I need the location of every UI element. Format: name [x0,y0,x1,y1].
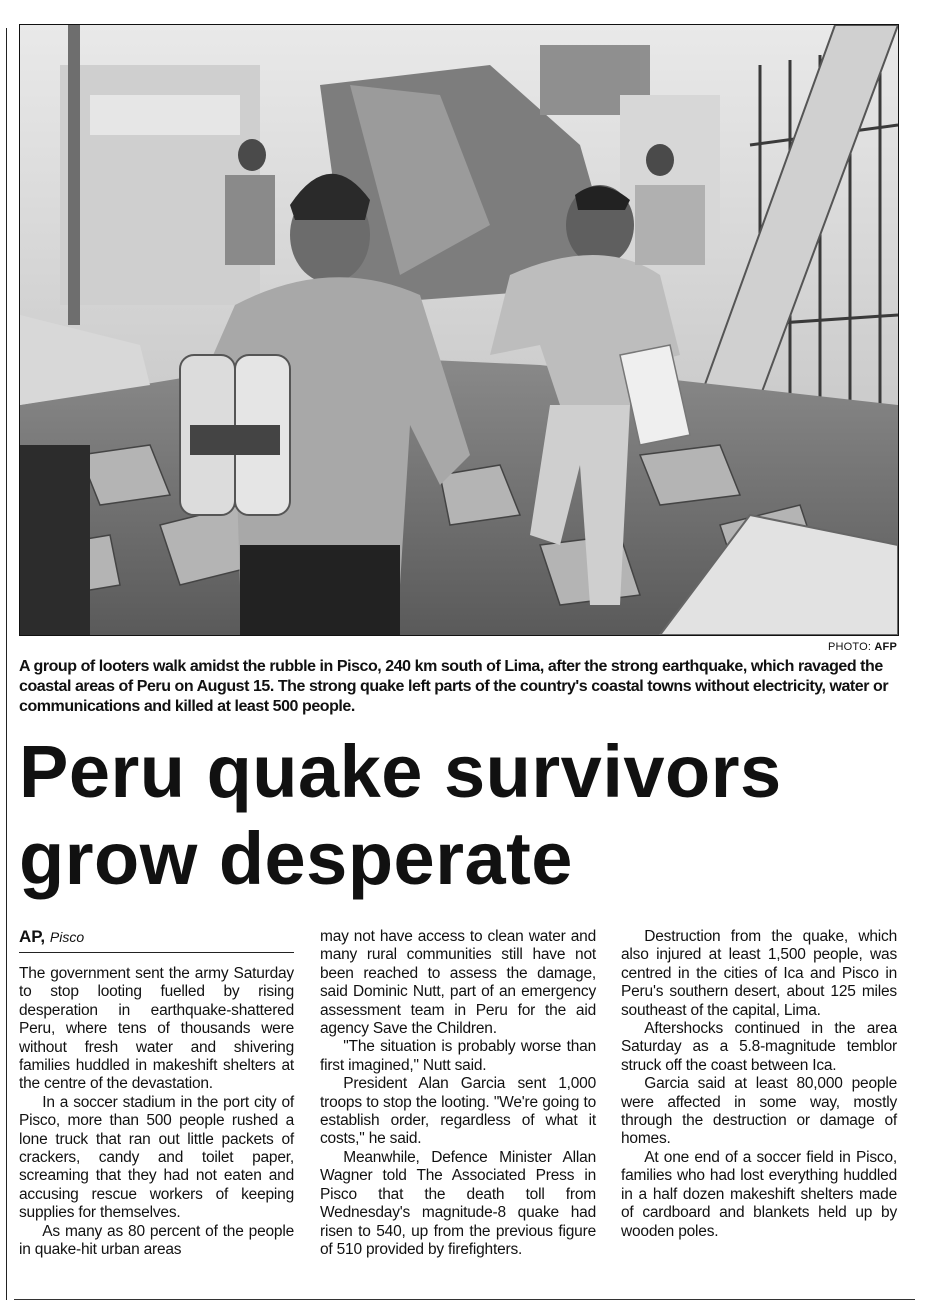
byline [19,927,84,947]
paragraph: The government sent the army Saturday to stop looting fuelled by rising desperation in earthquake-shattered Peru, where tens of thousands were without fresh water and shivering families huddled in makeshift shelters at the centre of the devastation. [19,965,294,1093]
paragraph: Meanwhile, Defence Minister Allan Wagner told The Associated Press in Pisco that the death toll from Wednesday's magnitude-8 quake had risen to 540, up from the previous figure of 510 provided by firefighters. [320,1148,596,1258]
page-margin-rule [6,28,7,1300]
photo-caption: A group of looters walk amidst the rubble in Pisco, 240 km south of Lima, after the strong earthquake, which ravaged the coastal areas of Peru on August 15. The strong quake left parts of the country's coastal towns without electricity, water or communications and killed at least 500 people. [19,658,889,715]
headline-line-1: Peru quake survivors [19,730,782,813]
article-column-3 [621,928,897,1241]
page-bottom-rule [14,1299,915,1300]
photo-credit-source: AFP [874,641,897,653]
paragraph: Garcia said at least 80,000 people were affected in some way, mostly through the destruction or damage of homes. [621,1075,897,1148]
headline-line-2: grow desperate [19,817,573,900]
paragraph: Destruction from the quake, which also injured at least 1,500 people, was centred in the cities of Ica and Pisco in Peru's southern desert, about 125 miles southeast of the capital, Lima. [621,928,897,1019]
paragraph: At one end of a soccer field in Pisco, families who had lost everything huddled in a half dozen makeshift shelters made of cardboard and blankets held up by wooden poles. [621,1148,897,1240]
byline-location: Pisco [49,929,85,945]
paragraph: "The situation is probably worse than first imagined," Nutt said. [320,1038,596,1074]
paragraph: President Alan Garcia sent 1,000 troops to stop the looting. "We're going to establish order, regardless of what it costs," he said. [320,1075,596,1148]
paragraph: As many as 80 percent of the people in quake-hit urban areas [19,1222,294,1259]
byline-rule [19,952,294,953]
photo-credit [828,641,897,653]
paragraph: Aftershocks continued in the area Saturday as a 5.8-magnitude temblor struck off the coast between Ica. [621,1020,897,1074]
news-photo [19,24,899,636]
photo-credit-label: PHOTO: [827,641,875,653]
paragraph: may not have access to clean water and many rural communities still have not been reached to assess the damage, said Dominic Nutt, part of an emergency assessment team in Peru for the aid agency Save the Children. [320,928,596,1038]
photo-illustration [20,25,898,635]
paragraph: In a soccer stadium in the port city of Pisco, more than 500 people rushed a lone truck that ran out little packets of crackers, candy and toilet paper, screaming that they had not eaten and accusing rescue workers of keeping supplies for themselves. [19,1093,294,1222]
article-column-1 [19,965,294,1260]
headline [19,728,909,902]
article-column-2 [320,928,596,1259]
byline-agency: AP, [19,927,50,946]
